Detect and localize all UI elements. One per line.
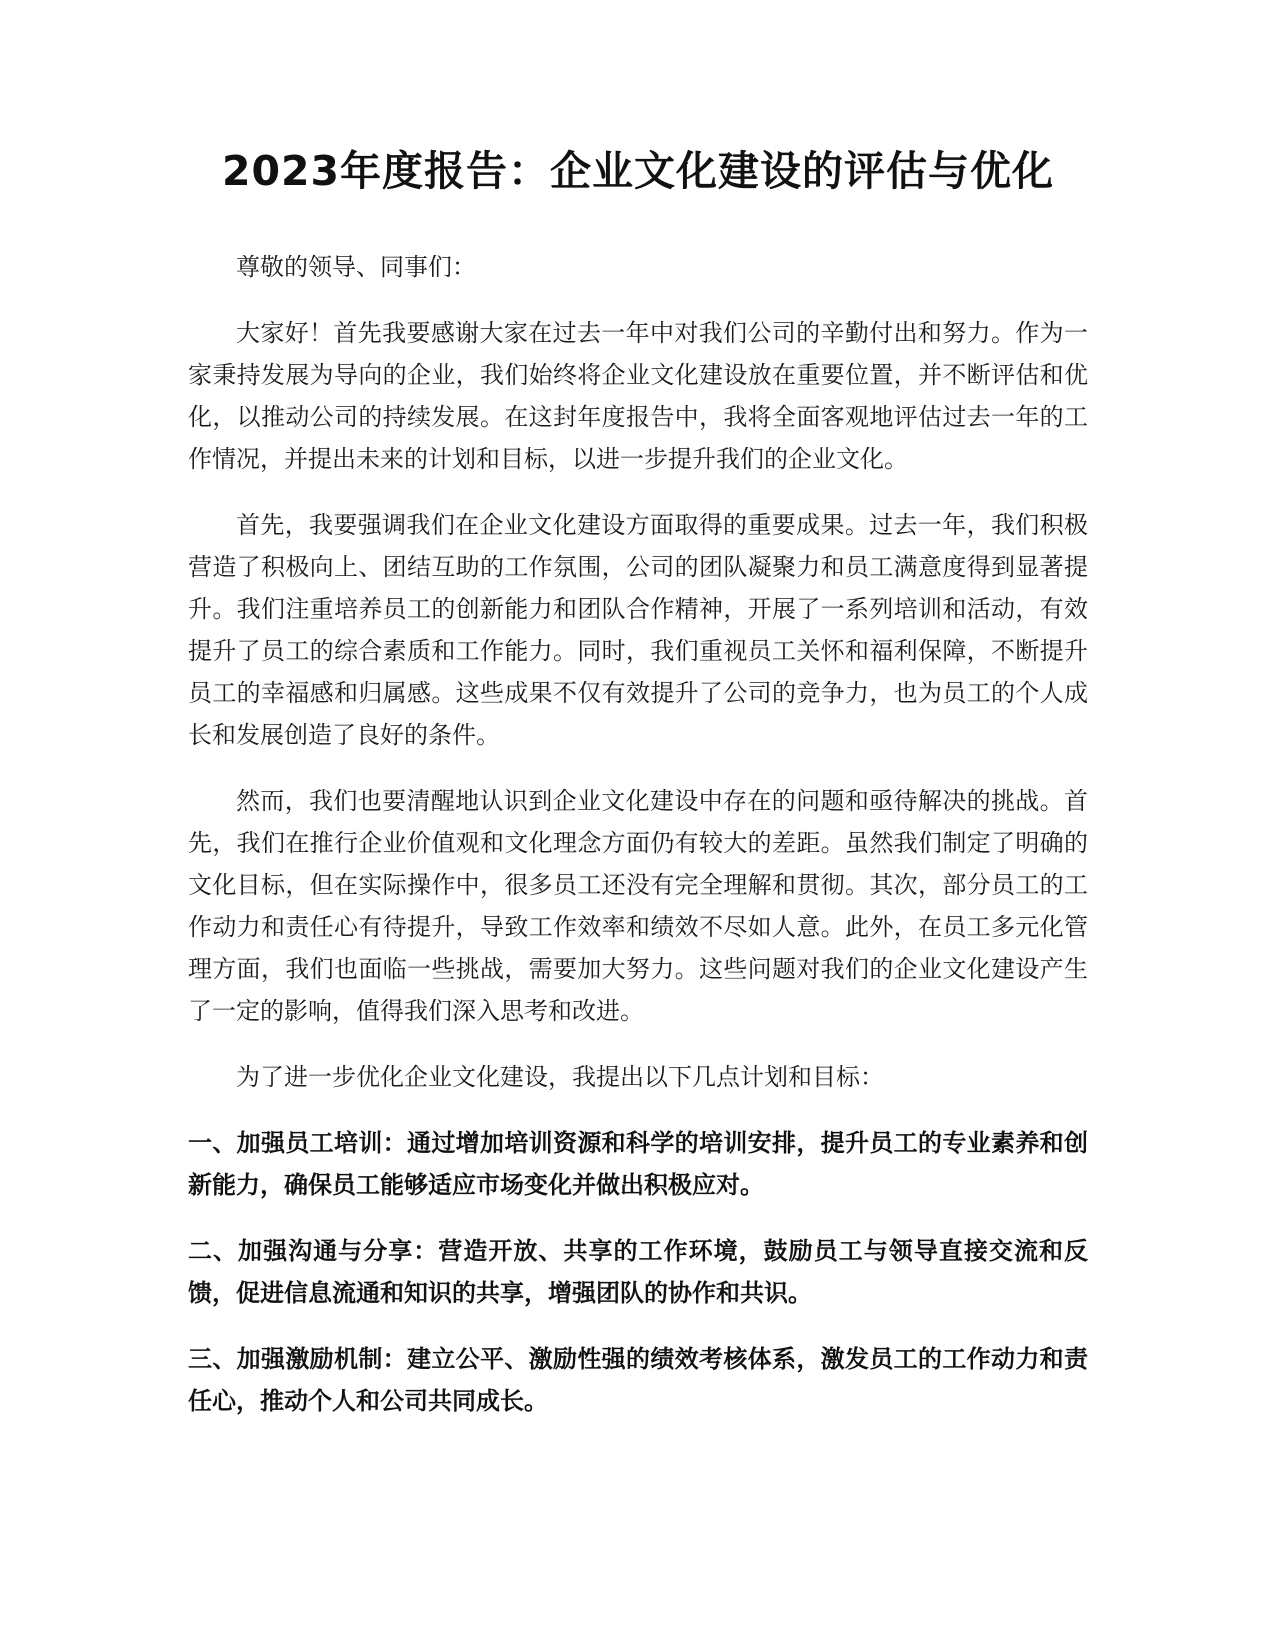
document-title: 2023年度报告：企业文化建设的评估与优化 <box>221 147 1055 195</box>
document-page <box>188 140 1088 1422</box>
paragraph-plan-intro: 为了进一步优化企业文化建设，我提出以下几点计划和目标： <box>236 1063 884 1091</box>
plan-item-incentive: 三、加强激励机制：建立公平、激励性强的绩效考核体系，激发员工的工作动力和责任心，推动个人和公司共同成长。 <box>188 1345 1088 1415</box>
paragraph-intro: 大家好！首先我要感谢大家在过去一年中对我们公司的辛勤付出和努力。作为一家秉持发展为导向的企业，我们始终将企业文化建设放在重要位置，并不断评估和优化，以推动公司的持续发展。在这封年度报告中，我将全面客观地评估过去一年的工作情况，并提出未来的计划和目标，以进一步提升我们的企业文化。 <box>188 319 1088 473</box>
paragraph-achievements: 首先，我要强调我们在企业文化建设方面取得的重要成果。过去一年，我们积极营造了积极向上、团结互助的工作氛围，公司的团队凝聚力和员工满意度得到显著提升。我们注重培养员工的创新能力和团队合作精神，开展了一系列培训和活动，有效提升了员工的综合素质和工作能力。同时，我们重视员工关怀和福利保障，不断提升员工的幸福感和归属感。这些成果不仅有效提升了公司的竞争力，也为员工的个人成长和发展创造了良好的条件。 <box>188 511 1088 749</box>
salutation: 尊敬的领导、同事们： <box>236 253 476 281</box>
plan-item-communication: 二、加强沟通与分享：营造开放、共享的工作环境，鼓励员工与领导直接交流和反馈，促进信息流通和知识的共享，增强团队的协作和共识。 <box>188 1237 1088 1307</box>
paragraph-challenges: 然而，我们也要清醒地认识到企业文化建设中存在的问题和亟待解决的挑战。首先，我们在推行企业价值观和文化理念方面仍有较大的差距。虽然我们制定了明确的文化目标，但在实际操作中，很多员工还没有完全理解和贯彻。其次，部分员工的工作动力和责任心有待提升，导致工作效率和绩效不尽如人意。此外，在员工多元化管理方面，我们也面临一些挑战，需要加大努力。这些问题对我们的企业文化建设产生了一定的影响，值得我们深入思考和改进。 <box>188 787 1088 1025</box>
plan-item-training: 一、加强员工培训：通过增加培训资源和科学的培训安排，提升员工的专业素养和创新能力，确保员工能够适应市场变化并做出积极应对。 <box>188 1129 1088 1199</box>
